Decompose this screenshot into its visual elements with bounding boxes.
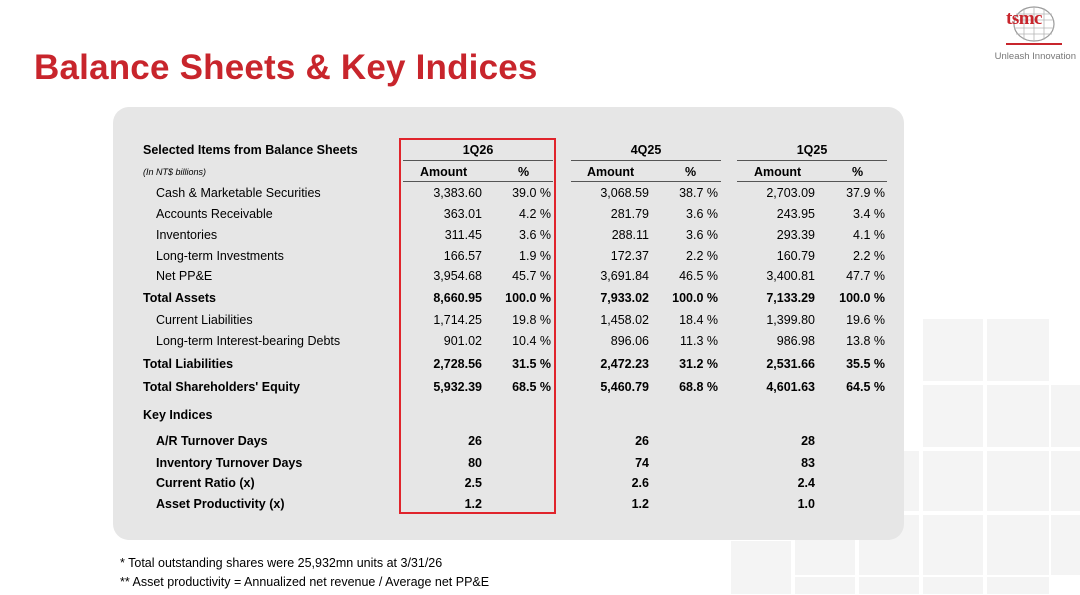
amount-cell: 5,460.79 <box>600 380 649 394</box>
background-square <box>1050 384 1080 448</box>
percent-cell: 64.5 % <box>846 380 885 394</box>
index-value-cell: 1.0 <box>797 497 815 511</box>
percent-cell: 19.8 % <box>512 313 551 327</box>
table-row-label: Long-term Investments <box>156 249 284 263</box>
amount-cell: 3,383.60 <box>433 186 482 200</box>
index-row-label: A/R Turnover Days <box>156 434 268 448</box>
amount-cell: 172.37 <box>610 249 649 263</box>
percent-cell: 3.6 % <box>686 207 718 221</box>
amount-cell: 2,472.23 <box>600 357 649 371</box>
period-header-rule <box>737 160 887 161</box>
column-header-rule <box>403 181 553 182</box>
amount-cell: 896.06 <box>610 334 649 348</box>
percent-cell: 100.0 % <box>839 291 885 305</box>
table-row-label: Inventories <box>156 228 218 242</box>
percent-cell: 31.5 % <box>512 357 551 371</box>
background-square <box>986 384 1050 448</box>
table-row-label: Total Shareholders' Equity <box>143 380 300 394</box>
amount-cell: 3,691.84 <box>600 269 649 283</box>
amount-cell: 2,728.56 <box>433 357 482 371</box>
background-square <box>858 576 920 595</box>
amount-cell: 281.79 <box>610 207 649 221</box>
background-square <box>986 514 1050 576</box>
table-row-label: Total Assets <box>143 291 216 305</box>
amount-cell: 1,399.80 <box>766 313 815 327</box>
amount-column-header: Amount <box>587 165 635 179</box>
column-header-rule <box>571 181 721 182</box>
amount-cell: 7,133.29 <box>766 291 815 305</box>
logo-wordmark: tsmc <box>1006 8 1042 29</box>
units-note: (In NT$ billions) <box>143 167 207 177</box>
index-value-cell: 28 <box>801 434 815 448</box>
period-header: 4Q25 <box>630 143 662 157</box>
percent-column-header: % <box>685 165 697 179</box>
background-square <box>986 318 1050 382</box>
table-row-label: Cash & Marketable Securities <box>156 186 321 200</box>
amount-cell: 288.11 <box>611 228 649 242</box>
background-square <box>1050 514 1080 576</box>
percent-cell: 1.9 % <box>519 249 551 263</box>
percent-cell: 19.6 % <box>846 313 885 327</box>
amount-cell: 901.02 <box>443 334 482 348</box>
logo-tagline: Unleash Innovation <box>994 51 1076 62</box>
percent-cell: 3.6 % <box>686 228 718 242</box>
index-value-cell: 26 <box>635 434 649 448</box>
index-value-cell: 80 <box>468 456 482 470</box>
amount-cell: 2,703.09 <box>766 186 815 200</box>
background-square <box>794 576 856 595</box>
background-square <box>922 450 984 512</box>
index-row-label: Asset Productivity (x) <box>156 497 285 511</box>
percent-cell: 35.5 % <box>846 357 885 371</box>
percent-cell: 38.7 % <box>679 186 718 200</box>
percent-cell: 10.4 % <box>512 334 551 348</box>
amount-cell: 3,068.59 <box>600 186 649 200</box>
amount-column-header: Amount <box>420 165 468 179</box>
amount-cell: 7,933.02 <box>600 291 649 305</box>
percent-cell: 47.7 % <box>846 269 885 283</box>
background-square <box>922 384 984 448</box>
amount-cell: 160.79 <box>776 249 815 263</box>
percent-cell: 18.4 % <box>679 313 718 327</box>
index-value-cell: 1.2 <box>464 497 482 511</box>
percent-cell: 37.9 % <box>846 186 885 200</box>
percent-cell: 4.2 % <box>519 207 551 221</box>
index-value-cell: 2.6 <box>631 476 649 490</box>
table-row-label: Total Liabilities <box>143 357 234 371</box>
percent-cell: 68.8 % <box>679 380 718 394</box>
amount-cell: 5,932.39 <box>433 380 482 394</box>
section-title: Selected Items from Balance Sheets <box>143 143 358 157</box>
index-row-label: Inventory Turnover Days <box>156 456 303 470</box>
amount-cell: 986.98 <box>776 334 815 348</box>
percent-cell: 31.2 % <box>679 357 718 371</box>
table-row-label: Accounts Receivable <box>156 207 273 221</box>
column-header-rule <box>737 181 887 182</box>
percent-cell: 11.3 % <box>680 334 718 348</box>
period-header: 1Q26 <box>462 143 494 157</box>
key-indices-title: Key Indices <box>143 408 213 422</box>
period-header: 1Q25 <box>796 143 828 157</box>
background-square <box>922 576 984 595</box>
index-value-cell: 2.5 <box>464 476 482 490</box>
index-value-cell: 2.4 <box>797 476 815 490</box>
percent-cell: 2.2 % <box>853 249 885 263</box>
footnote-asset-productivity: ** Asset productivity = Annualized net revenue / Average net PP&E <box>120 575 490 589</box>
amount-cell: 1,458.02 <box>600 313 649 327</box>
amount-cell: 3,400.81 <box>766 269 815 283</box>
percent-cell: 4.1 % <box>853 228 885 242</box>
percent-cell: 46.5 % <box>679 269 718 283</box>
table-row-label: Long-term Interest-bearing Debts <box>156 334 341 348</box>
footnote-shares: * Total outstanding shares were 25,932mn units at 3/31/26 <box>120 556 443 570</box>
percent-column-header: % <box>852 165 864 179</box>
index-row-label: Current Ratio (x) <box>156 476 255 490</box>
page-title: Balance Sheets & Key Indices <box>34 48 538 87</box>
amount-cell: 311.45 <box>444 228 482 242</box>
amount-cell: 166.57 <box>443 249 482 263</box>
amount-cell: 8,660.95 <box>433 291 482 305</box>
period-header-rule <box>403 160 553 161</box>
index-value-cell: 26 <box>468 434 482 448</box>
amount-cell: 363.01 <box>443 207 482 221</box>
period-header-rule <box>571 160 721 161</box>
percent-cell: 100.0 % <box>505 291 551 305</box>
background-square <box>922 318 984 382</box>
background-square <box>730 540 792 595</box>
percent-cell: 68.5 % <box>512 380 551 394</box>
amount-cell: 3,954.68 <box>433 269 482 283</box>
percent-cell: 13.8 % <box>846 334 885 348</box>
background-square <box>922 514 984 576</box>
percent-cell: 2.2 % <box>686 249 718 263</box>
index-value-cell: 1.2 <box>631 497 649 511</box>
background-square <box>986 450 1050 512</box>
amount-cell: 1,714.25 <box>433 313 482 327</box>
amount-cell: 293.39 <box>776 228 815 242</box>
percent-column-header: % <box>518 165 530 179</box>
table-row-label: Current Liabilities <box>156 313 253 327</box>
percent-cell: 3.4 % <box>853 207 885 221</box>
amount-cell: 2,531.66 <box>766 357 815 371</box>
percent-cell: 3.6 % <box>519 228 551 242</box>
background-square <box>1050 450 1080 512</box>
amount-cell: 243.95 <box>776 207 815 221</box>
index-value-cell: 83 <box>801 456 815 470</box>
percent-cell: 45.7 % <box>512 269 551 283</box>
amount-cell: 4,601.63 <box>766 380 815 394</box>
table-row-label: Net PP&E <box>156 269 213 283</box>
percent-cell: 39.0 % <box>512 186 551 200</box>
background-square <box>986 576 1050 595</box>
index-value-cell: 74 <box>635 456 649 470</box>
percent-cell: 100.0 % <box>672 291 718 305</box>
amount-column-header: Amount <box>754 165 802 179</box>
